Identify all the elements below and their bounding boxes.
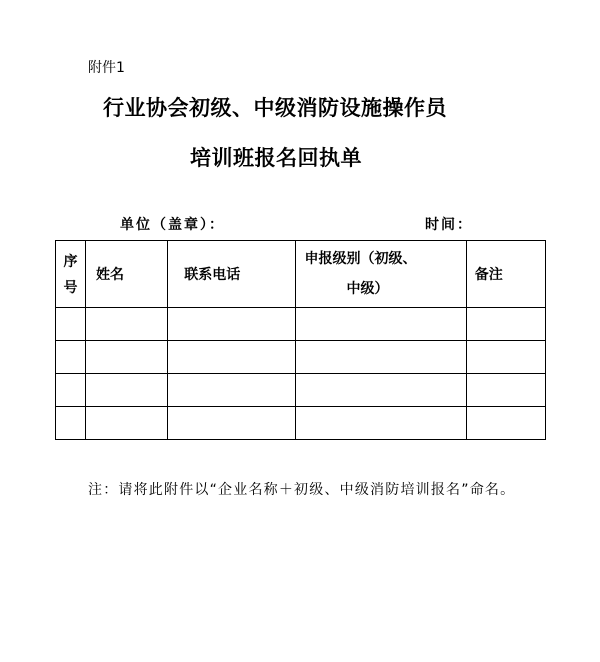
cell-name[interactable] [86, 341, 168, 374]
header-phone: 联系电话 [168, 241, 296, 308]
cell-remark[interactable] [466, 341, 545, 374]
cell-remark[interactable] [466, 308, 545, 341]
header-seq-2: 号 [63, 280, 78, 296]
header-seq-1: 序 [63, 254, 78, 270]
cell-phone[interactable] [168, 407, 296, 440]
cell-seq[interactable] [56, 308, 86, 341]
cell-remark[interactable] [466, 374, 545, 407]
cell-seq[interactable] [56, 407, 86, 440]
table-row [56, 407, 546, 440]
cell-phone[interactable] [168, 341, 296, 374]
cell-name[interactable] [86, 374, 168, 407]
header-seq [56, 241, 86, 308]
page-title-line2: 培训班报名回执单 [190, 146, 362, 170]
cell-phone[interactable] [168, 308, 296, 341]
note-text: 注：请将此附件以“企业名称＋初级、中级消防培训报名”命名。 [88, 482, 516, 498]
table-header-row [56, 241, 546, 308]
cell-name[interactable] [86, 308, 168, 341]
cell-name[interactable] [86, 407, 168, 440]
cell-seq[interactable] [56, 341, 86, 374]
header-level-2: 中级） [346, 281, 389, 297]
time-label: 时间： [425, 217, 473, 233]
registration-table [55, 240, 546, 440]
cell-phone[interactable] [168, 374, 296, 407]
header-level-1: 申报级别（初级、 [304, 251, 417, 267]
page-title-line1: 行业协会初级、中级消防设施操作员 [103, 96, 447, 120]
header-level [296, 241, 466, 308]
table-row [56, 341, 546, 374]
cell-level[interactable] [296, 374, 466, 407]
cell-remark[interactable] [466, 407, 545, 440]
cell-level[interactable] [296, 407, 466, 440]
attachment-label: 附件1 [88, 60, 125, 76]
cell-level[interactable] [296, 341, 466, 374]
table-row [56, 374, 546, 407]
unit-seal-label: 单位（盖章）： [120, 217, 225, 233]
cell-seq[interactable] [56, 374, 86, 407]
table-row [56, 308, 546, 341]
header-remark: 备注 [466, 241, 545, 308]
cell-level[interactable] [296, 308, 466, 341]
header-name: 姓名 [86, 241, 168, 308]
